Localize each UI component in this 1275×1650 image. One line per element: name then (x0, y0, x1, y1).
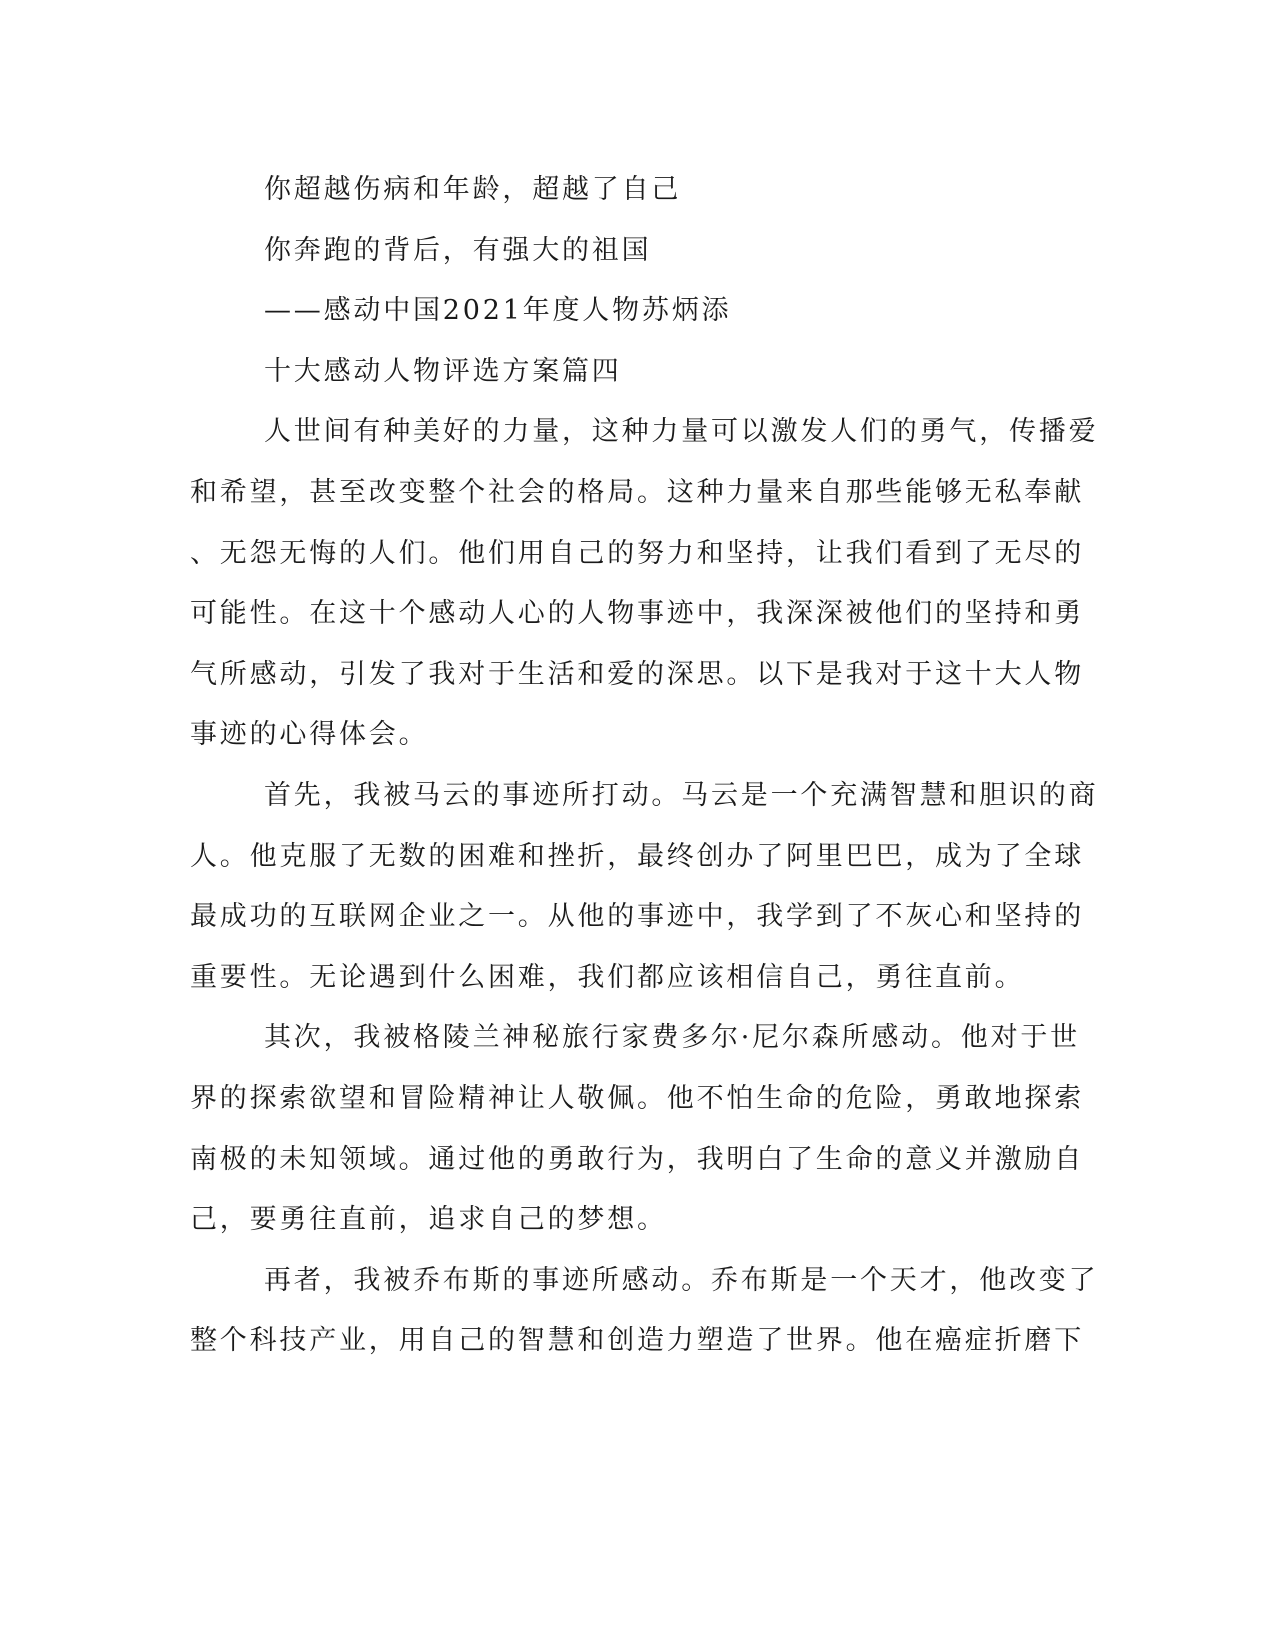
paragraph-line: 可能性。在这十个感动人心的人物事迹中，我深深被他们的坚持和勇 (190, 598, 1084, 630)
paragraph-line: 和希望，甚至改变整个社会的格局。这种力量来自那些能够无私奉献 (190, 476, 1084, 508)
paragraph-line: 重要性。无论遇到什么困难，我们都应该相信自己，勇往直前。 (190, 961, 1025, 993)
section-heading: 十大感动人物评选方案篇四 (264, 355, 622, 387)
paragraph-line: 南极的未知领域。通过他的勇敢行为，我明白了生命的意义并激励自 (190, 1143, 1084, 1175)
paragraph-line: 界的探索欲望和冒险精神让人敬佩。他不怕生命的危险，勇敢地探索 (190, 1082, 1084, 1114)
paragraph-second (190, 1008, 1084, 1250)
paragraph-line: 首先，我被马云的事迹所打动。马云是一个充满智慧和胆识的商 (264, 779, 1099, 811)
paragraph-line: 人世间有种美好的力量，这种力量可以激发人们的勇气，传播爱 (264, 416, 1099, 448)
poem-line: 你奔跑的背后，有强大的祖国 (264, 234, 652, 266)
paragraph-line: 最成功的互联网企业之一。从他的事迹中，我学到了不灰心和坚持的 (190, 901, 1084, 933)
document-body (190, 160, 1099, 1372)
poem-attribution: ——感动中国2021年度人物苏炳添 (264, 295, 732, 327)
paragraph-line: 其次，我被格陵兰神秘旅行家费多尔·尼尔森所感动。他对于世 (264, 1022, 1080, 1054)
paragraph-line: 人。他克服了无数的困难和挫折，最终创办了阿里巴巴，成为了全球 (190, 840, 1084, 872)
poem-line: 你超越伤病和年龄，超越了自己 (264, 174, 682, 205)
paragraph-line: 整个科技产业，用自己的智慧和创造力塑造了世界。他在癌症折磨下 (190, 1325, 1084, 1357)
paragraph-line: 己，要勇往直前，追求自己的梦想。 (190, 1204, 667, 1236)
paragraph-third (190, 1251, 1099, 1372)
paragraph-line: 事迹的心得体会。 (190, 719, 429, 751)
paragraph-intro (190, 402, 1099, 766)
paragraph-line: 再者，我被乔布斯的事迹所感动。乔布斯是一个天才，他改变了 (264, 1264, 1099, 1296)
paragraph-line: 气所感动，引发了我对于生活和爱的深思。以下是我对于这十大人物 (190, 658, 1084, 690)
paragraph-first (190, 766, 1099, 1008)
paragraph-line: 、无怨无悔的人们。他们用自己的努力和坚持，让我们看到了无尽的 (190, 537, 1084, 569)
